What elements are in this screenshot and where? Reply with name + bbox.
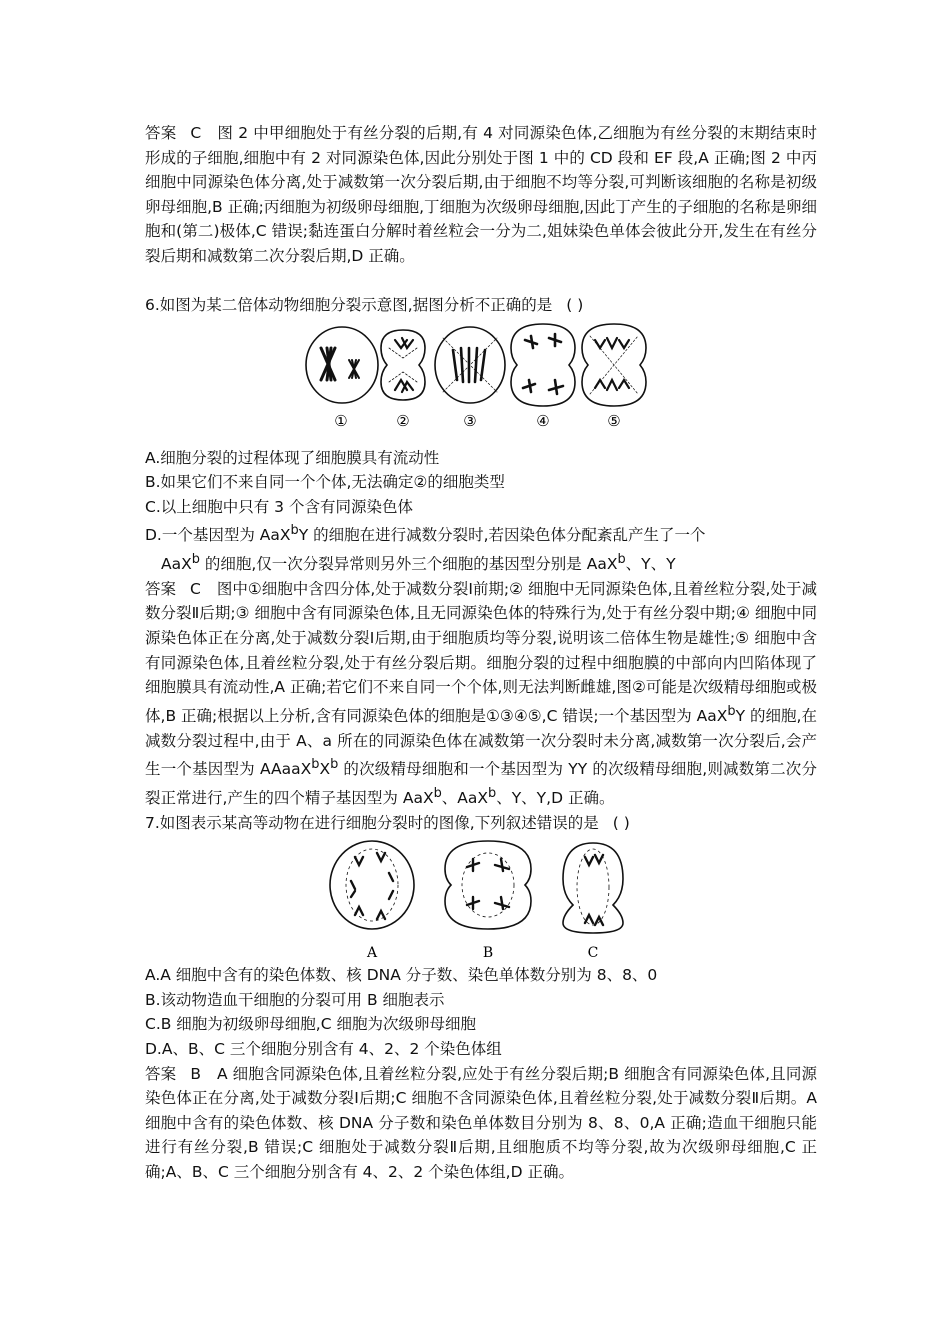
q7-option-d: D.A、B、C 三个细胞分别含有 4、2、2 个染色体组 [145,1040,502,1059]
cell-b-outline [445,841,531,929]
answer-label: 答案 [145,1064,177,1083]
explanation-text-6: 、Y、Y,D 正确。 [496,789,615,808]
figure-label-1: ① [334,411,348,430]
explanation-text-3: X [319,760,331,779]
cell-division-diagram-q6 [145,318,817,446]
q6-option-b: B.如果它们不来自同一个个体,无法确定②的细胞类型 [145,473,505,492]
question-stem-text: 7.如图表示某高等动物在进行细胞分裂时的图像,下列叙述错误的是 [145,813,599,832]
explanation-text-1: 图中①细胞中含四分体,处于减数分裂Ⅰ前期;② 细胞中无同源染色体,且着丝粒分裂,处于减数分裂Ⅱ后期;③ 细胞中含有同源染色体,且无同源染色体的特殊行为,处于有丝分裂中期;④ 细胞中同源染色体正在分离,处于减数分裂Ⅰ后期,由于细胞质均等分裂,说明该二倍体生物是雄性;⑤ 细胞中含有同源染色体,且着丝粒分裂,处于有丝分裂后期。细胞分裂的过程中细胞膜的中部向内凹陷体现了细胞膜具有流动性,A 正确;若它们不来自同一个个体,则无法判断雌雄,图②可能是次级精母细胞或极体,B 正确;根据以上分析,含有同源染色体的细胞是①③④⑤,C 错误;一个基因型为 AaX [145,579,817,725]
cell-1-outline [306,327,378,403]
answer-letter: C [190,579,201,598]
answer-letter: B [190,1064,201,1083]
explanation-text-2: Y 的细胞,在减数分裂过程中,由于 A、a 所在的同源染色体在减数第一次分裂时未分离,减数第一次分裂后,会产生一个基因型为 AAaaX [145,707,817,779]
answer-blank: ( ) [612,813,630,832]
q7-option-c: C.B 细胞为初级卵母细胞,C 细胞为次级卵母细胞 [145,1015,476,1034]
answer-letter: C [190,124,202,142]
question-6-stem [145,293,817,318]
figure-label-4: ④ [536,411,550,430]
answer-explanation: 图 2 中甲细胞处于有丝分裂的后期,有 4 对同源染色体,乙细胞为有丝分裂的末期结束时形成的子细胞,细胞中有 2 对同源染色体,因此分别处于图 1 中的 CD 段和 EF 段,A 正确;图 2 中丙细胞中同源染色体分离,处于减数第一次分裂后期,由于细胞不均等分裂,可判断该细胞的名称是初级卵母细胞,B 正确;丙细胞为初级卵母细胞,丁细胞为次级卵母细胞,因此丁产生的子细胞的名称是卵细胞和(第二)极体,C 错误;黏连蛋白分解时着丝粒会一分为二,姐妹染色单体会彼此分开,发生在有丝分裂后期和减数第二次分裂后期,D 正确。 [145,124,817,265]
figure-label-a: A [366,945,378,962]
cell-4-chromosomes [523,334,563,394]
figure-label-2: ② [396,411,410,430]
q7-option-a: A.A 细胞中含有的染色体数、核 DNA 分子数、染色单体数分别为 8、8、0 [145,966,658,985]
option-d-text-5: 、Y、Y [625,555,676,574]
option-d-text-2: Y 的细胞在进行减数分裂时,若因染色体分配紊乱产生了一个 [298,526,706,545]
cell-a-outline [330,841,414,929]
answer-label: 答案 [145,579,177,598]
document-page [145,121,817,1185]
q6-option-c: C.以上细胞中只有 3 个含有同源染色体 [145,497,413,516]
answer-blank: ( ) [566,296,584,314]
question-stem-text: 6.如图为某二倍体动物细胞分裂示意图,据图分析不正确的是 [145,296,553,314]
answer-explanation: A 细胞含同源染色体,且着丝粒分裂,应处于有丝分裂后期;B 细胞含有同源染色体,且同源染色体正在分离,处于减数分裂Ⅰ后期;C 细胞不含同源染色体,且着丝粒分裂,处于减数分裂Ⅱ后期。A 细胞中含有的染色体数、核 DNA 分子数和染色单体数目分别为 8、8、0,A 正确;造血干细胞只能进行有丝分裂,B 错误;C 细胞处于减数分裂Ⅱ后期,且细胞质不均等分裂,故为次级卵母细胞,C 正确;A、B、C 三个细胞分别含有 4、2、2 个染色体组,D 正确。 [145,1064,817,1182]
option-d-text-1: D.一个基因型为 AaX [145,526,291,545]
option-d-sup-3: b [617,552,626,568]
figure-label-c: C [587,945,599,962]
cell-division-diagram-q7 [145,835,817,963]
cell-5-chromosomes [590,336,638,394]
option-d-sup-2: b [191,552,200,568]
cell-2-chromosomes [389,338,417,392]
q6-option-d [145,519,817,577]
cell-a-chromosomes [351,853,393,919]
explanation-sup-2: b [311,757,320,773]
cell-4-outline [511,324,575,406]
answer-block-q6 [145,577,817,811]
figure-label-b: B [482,945,494,962]
q6-option-a: A.细胞分裂的过程体现了细胞膜具有流动性 [145,448,440,467]
cell-1-chromosomes [321,348,359,380]
cell-c-chromosomes [585,855,603,925]
question-6-figure [145,318,817,446]
option-d-text-3: AaX [161,555,192,574]
explanation-sup-4: b [433,785,442,801]
figure-label-3: ③ [463,411,477,430]
option-d-sup-1: b [290,523,299,539]
cell-b-chromosomes [467,859,509,909]
answer-block-1 [145,121,817,293]
q7-option-b: B.该动物造血干细胞的分裂可用 B 细胞表示 [145,990,445,1009]
explanation-text-5: 、AaX [441,789,489,808]
question-7-stem [145,811,817,836]
explanation-sup-1: b [727,703,736,719]
explanation-text-4: 的次级精母细胞和一个基因型为 YY 的次级精母细胞,则减数第二次分裂正常进行,产生的四个精子基因型为 AaX [145,760,817,808]
question-7-figure [145,835,817,963]
cell-3-chromosomes [443,338,497,392]
figure-label-5: ⑤ [607,411,621,430]
option-d-text-4: 的细胞,仅一次分裂异常则另外三个细胞的基因型分别是 AaX [199,555,618,574]
explanation-sup-3: b [330,757,339,773]
answer-label: 答案 [145,124,177,142]
answer-block-q7 [145,1062,817,1185]
explanation-sup-5: b [488,785,497,801]
